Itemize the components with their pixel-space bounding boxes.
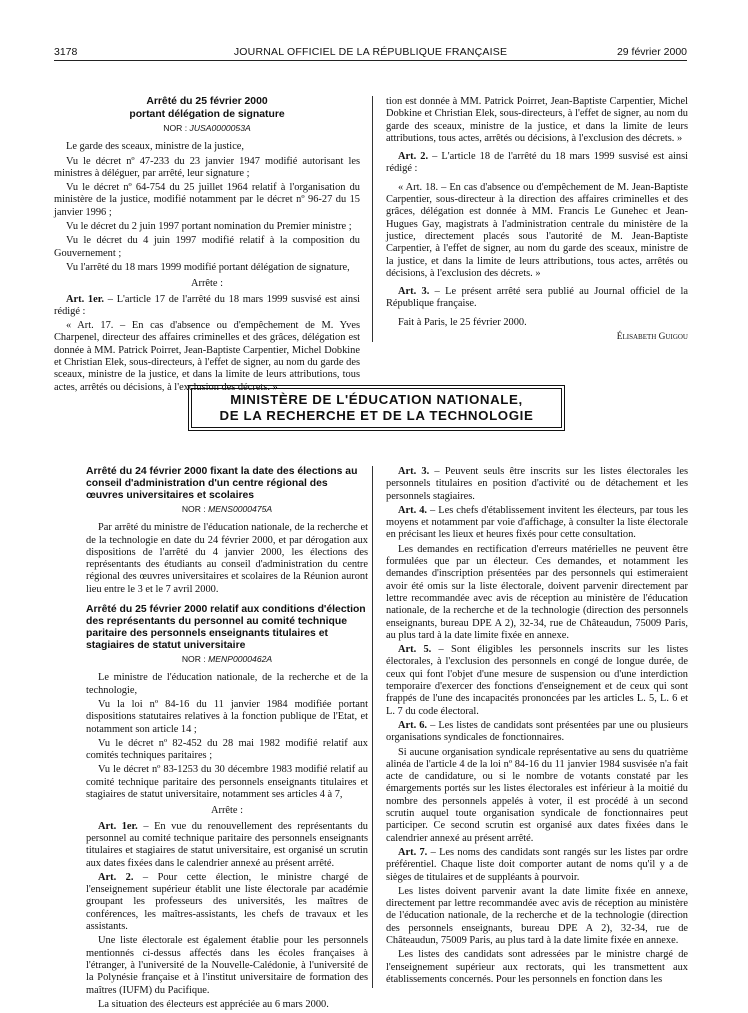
- article-18-text: « Art. 18. – En cas d'absence ou d'empêchement de M. Jean-Baptiste Carpentier, sous-directeur à la direction des affaires criminelles et des grâces, délégation est donnée à MM. Francis Le Gunehec et Jean-Hugues Gay, magistrats à l'administration centrale du ministère de la justice, directement placés sous l'autorité de M. Jean-Baptiste Carpentier, à l'effet de signer, au nom du garde des sceaux, ministre de la justice, et dans la limite de leurs attributions, tous actes, arrêtés ou décisions, à l'exclusion des décrets. »: [386, 181, 688, 279]
- article-5: Art. 5. – Sont éligibles les personnels inscrits sur les listes électorales, à l'exclusion des personnels en congé de longue durée, de ceux qui font l'objet d'une mesure de suspension ou d'une interdiction temporaire d'exercer des fonctions d'enseignement et de ceux qui sont frappés de l'une des incapacités prononcées par les articles L. 5, L. 6 et L. 7 du code électoral.: [386, 644, 688, 717]
- paragraph: Vu le décret du 4 juin 1997 modifié relatif à la composition du Gouvernement ;: [54, 235, 360, 259]
- article-6: Art. 6. – Les listes de candidats sont présentées par une ou plusieurs organisations syndicales de fonctionnaires.: [386, 719, 688, 744]
- paragraph: Vu l'arrêté du 18 mars 1999 modifié portant délégation de signature,: [66, 261, 350, 273]
- decree1-title-line1: Arrêté du 25 février 2000: [146, 96, 268, 107]
- signature: Élisabeth Guigou: [616, 332, 688, 343]
- paragraph: Vu le décret du 2 juin 1997 portant nomination du Premier ministre ;: [66, 221, 352, 233]
- signing-place-date: Fait à Paris, le 25 février 2000.: [398, 316, 527, 328]
- article-4: Art. 4. – Les chefs d'établissement invitent les électeurs, par tous les moyens et notamment par voie d'affichage, à consulter la liste électorale en précisant les lieux et heures fixés pour cette consultation.: [386, 504, 688, 541]
- decree1-left-column: [54, 96, 360, 393]
- paragraph: Vu le décret nº 83-1253 du 30 décembre 1983 modifié relatif au comité technique paritaire des personnels enseignants titulaires et stagiaires de statut universitaire, notamment ses articles 4 à 7,: [86, 764, 368, 801]
- paragraph: Le ministre de l'éducation nationale, de la recherche et de la technologie,: [86, 672, 368, 696]
- article-7: Art. 7. – Les noms des candidats sont rangés sur les listes par ordre préférentiel. Chaque liste doit comporter autant de noms qu'il y a de sièges de titulaires et de suppléants à pourvoir.: [386, 846, 688, 883]
- lower-right-column: [386, 466, 688, 988]
- article-2: Art. 2. – L'article 18 de l'arrêté du 18 mars 1999 susvisé est ainsi rédigé :: [386, 151, 688, 175]
- article-3: Art. 3. – Peuvent seuls être inscrits sur les listes électorales les personnels titulaires en position d'activité ou de détachement et les personnels stagiaires.: [386, 466, 688, 502]
- article-17-continued: tion est donnée à MM. Patrick Poirret, Jean-Baptiste Carpentier, Michel Dobkine et Christian Elek, sous-directeurs, à l'effet de signer, au nom du garde des sceaux, ministre de la justice, et dans la limite de leurs attributions, tous actes, arrêtés ou décisions, à l'exclusion des décrets. »: [386, 96, 688, 144]
- decree2-title: Arrêté du 24 février 2000 fixant la date des élections au conseil d'administration d'un centre régional des œuvres universitaires et scolaires: [86, 466, 358, 501]
- arrete-heading: Arrête :: [210, 805, 244, 817]
- decree1-right-column: [386, 96, 688, 345]
- decree1-title-line2: portant délégation de signature: [129, 109, 285, 120]
- article-3: Art. 3. – Le présent arrêté sera publié au Journal officiel de la République française.: [386, 286, 688, 310]
- paragraph: Si aucune organisation syndicale représentative au sens du quatrième alinéa de l'article 4 de la loi nº 84-16 du 11 janvier 1984 susvisée n'a fait acte de candidature, ou si le nombre de votants constaté par les émargements portés sur les listes électorales est inférieur à la moitié du nombre des personnels appelés à voter, il est procédé à un second scrutin auquel toute organisation syndicale de fonctionnaires peut participer. Ce second scrutin est organisé aux dates fixées dans le calendrier annexé au présent arrêté.: [386, 746, 688, 844]
- article-2: Art. 2. – Pour cette élection, le ministre chargé de l'enseignement supérieur établit une liste électorale par académie groupant les professeurs des universités, les maîtres de conférences, les maîtres-assistants, les chefs de travaux et les assistants.: [86, 871, 368, 933]
- issue-date: 29 février 2000: [616, 46, 687, 58]
- paragraph: Le garde des sceaux, ministre de la justice,: [66, 141, 245, 153]
- decree2-nor: NOR : MENS0000475A: [181, 504, 273, 514]
- page-number: 3178: [54, 46, 78, 58]
- column-divider: [372, 466, 373, 988]
- paragraph: Par arrêté du ministre de l'éducation nationale, de la recherche et de la technologie en date du 24 février 2000, et par dérogation aux dispositions de l'arrêté du 4 janvier 2000, les élections des représentants des étudiants au conseil d'administration du centre régional des œuvres universitaires et scolaires de la Réunion auront lieu entre le 3 et le 7 avril 2000.: [86, 522, 368, 595]
- paragraph: Vu le décret nº 82-452 du 28 mai 1982 modifié relatif aux comités techniques paritaires ;: [86, 737, 368, 762]
- paragraph: La situation des électeurs est appréciée au 6 mars 2000.: [98, 998, 329, 1010]
- ministry-heading-box: [188, 385, 565, 431]
- column-divider: [372, 96, 373, 342]
- header-rule: [54, 60, 687, 61]
- ministry-line2: DE LA RECHERCHE ET DE LA TECHNOLOGIE: [219, 408, 534, 423]
- paragraph: Vu le décret nº 64-754 du 25 juillet 1964 relatif à l'organisation du ministère de la justice, modifié notamment par le décret nº 96-27 du 15 janvier 1996 ;: [54, 182, 360, 218]
- decree3-nor: NOR : MENP0000462A: [181, 654, 273, 665]
- paragraph: Les listes des candidats sont adressées par le ministre chargé de l'enseignement supérieur aux rectorats, qui les transmettent aux établissements concernés. Pour les personnels en fonction dans les: [386, 949, 688, 985]
- journal-title: JOURNAL OFFICIEL DE LA RÉPUBLIQUE FRANÇAISE: [233, 46, 508, 58]
- arrete-heading: Arrête :: [190, 278, 224, 290]
- paragraph: Les demandes en rectification d'erreurs matérielles ne peuvent être formulées que par un électeur. Ces demandes, et notamment les demandes d'inscription présentées par des personnels qui estimeraient avoir été omis sur la liste électorale, doivent parvenir directement par lettre recommandée avec avis de réception au ministère de l'éducation nationale, de la recherche et de la technologie (direction des personnels enseignants, bureau DPE A 2), 32-34, rue de Châteaudun, 75009 Paris, au plus tard à la date limite fixée en annexe.: [386, 543, 688, 641]
- decree3-title: Arrêté du 25 février 2000 relatif aux conditions d'élection des représentants du personnel au comité technique paritaire des personnels enseignants titulaires et stagiaires de statut universitaire: [86, 604, 366, 652]
- paragraph: Une liste électorale est également établie pour les personnels mentionnés ci-dessus affectés dans les écoles françaises à l'étranger, à l'université de la Nouvelle-Calédonie, à l'université de la Polynésie française et à l'institut universitaire de formation des maîtres (IUFM) du Pacifique.: [86, 935, 368, 996]
- article-1: Art. 1er. – L'article 17 de l'arrêté du 18 mars 1999 susvisé est ainsi rédigé :: [54, 293, 360, 317]
- lower-left-column: [86, 466, 368, 1013]
- paragraph: Les listes doivent parvenir avant la date limite fixée en annexe, directement par lettre recommandée avec avis de réception au ministère de l'éducation nationale, de la recherche et de la technologie (direction des personnels enseignants, bureau DPE A 2), 32-34, rue de Châteaudun, 75009 Paris, au plus tard à la date limite fixée en annexe.: [386, 885, 688, 946]
- article-1: Art. 1er. – En vue du renouvellement des représentants du personnel au comité technique paritaire des personnels enseignants titulaires et stagiaires de statut universitaire, est organisé un scrutin aux dates fixées dans le calendrier annexé au présent arrêté.: [86, 820, 368, 869]
- article-17-text: « Art. 17. – En cas d'absence ou d'empêchement de M. Yves Charpenel, directeur des affaires criminelles et des grâces, délégation est donnée à MM. Patrick Poirret, Jean-Baptiste Carpentier, Michel Dobkine et Christian Elek, sous-directeurs, à l'effet de signer, au nom du garde des sceaux, ministre de la justice, et dans la limite de leurs attributions, tous actes, arrêtés ou décisions, à l'exclusion des décrets. »: [54, 320, 360, 393]
- paragraph: Vu le décret nº 47-233 du 23 janvier 1947 modifié autorisant les ministres à déléguer, par arrêté, leur signature ;: [54, 155, 360, 179]
- decree1-nor: NOR : JUSA0000053A: [163, 123, 251, 133]
- ministry-line1: MINISTÈRE DE L'ÉDUCATION NATIONALE,: [230, 392, 523, 407]
- paragraph: Vu la loi nº 84-16 du 11 janvier 1984 modifiée portant dispositions statutaires relatives à la fonction publique de l'Etat, et notamment son article 14 ;: [86, 698, 368, 735]
